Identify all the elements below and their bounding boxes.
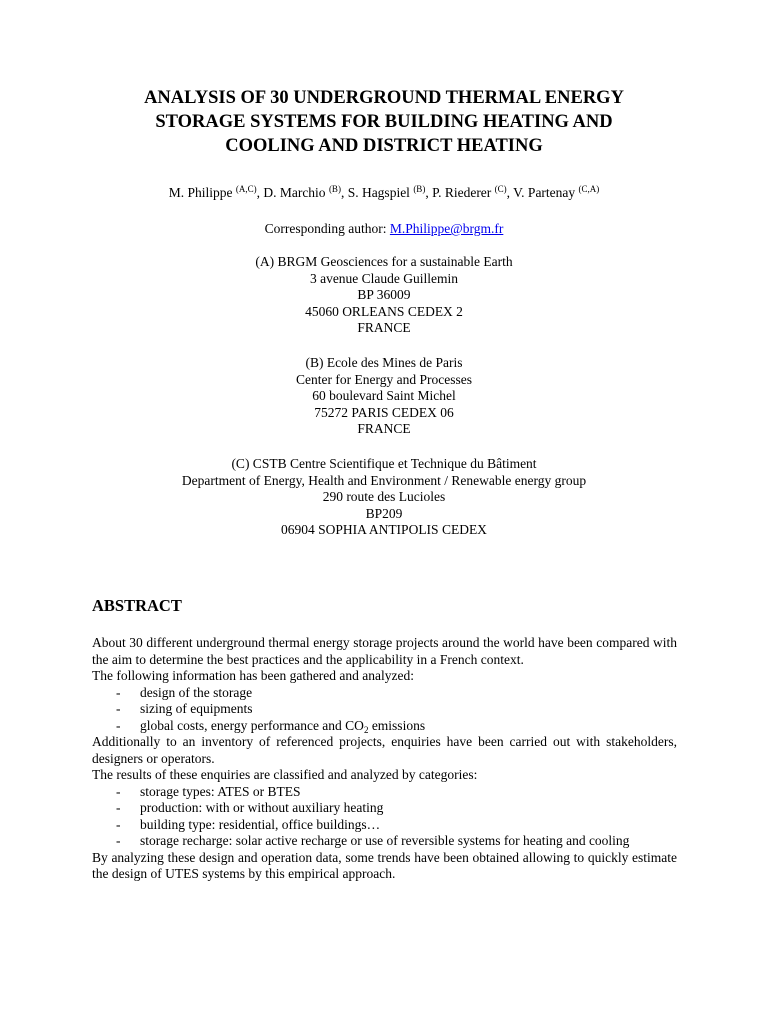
list-item-text: storage types: ATES or BTES xyxy=(140,783,301,799)
affiliation-line: FRANCE xyxy=(357,421,411,436)
list-dash: - xyxy=(116,833,121,848)
list-item-text: production: with or without auxiliary heating xyxy=(140,800,384,815)
list-item-text: emissions xyxy=(368,717,426,733)
abstract-heading: ABSTRACT xyxy=(92,596,182,615)
author-name: , P. Riederer xyxy=(425,185,492,200)
affiliation-line: 06904 SOPHIA ANTIPOLIS CEDEX xyxy=(281,522,487,537)
info-list xyxy=(92,685,677,735)
list-item xyxy=(92,800,677,817)
author-affiliation: (A,C) xyxy=(235,184,257,194)
affiliation-line: 75272 PARIS CEDEX 06 xyxy=(314,404,454,420)
affiliation-line: (C) CSTB Centre Scientifique et Technique du Bâtiment xyxy=(231,456,537,471)
corresponding-label: Corresponding author: xyxy=(264,221,390,236)
affiliation-line: (B) Ecole des Mines de Paris xyxy=(305,355,463,370)
affiliation-line: Department of Energy, Health and Environment / Renewable energy group xyxy=(181,472,587,488)
abstract-paragraph: The results of these enquiries are classified and analyzed by categories: xyxy=(92,767,478,782)
list-item xyxy=(92,817,677,834)
list-item xyxy=(92,784,677,801)
title-line: COOLING AND DISTRICT HEATING xyxy=(225,136,543,156)
category-list xyxy=(92,784,677,850)
abstract-paragraph: About 30 different underground thermal energy storage projects around the world have been compared with the aim to determine the best practices and the applicability in a French context. xyxy=(92,635,677,667)
list-item-text: design of the storage xyxy=(140,684,253,700)
list-item-text: sizing of equipments xyxy=(140,701,253,716)
affiliation-line: Center for Energy and Processes xyxy=(296,371,472,387)
affiliation-a xyxy=(60,254,708,337)
author-name: M. Philippe xyxy=(168,185,233,200)
list-dash: - xyxy=(116,783,121,799)
abstract-paragraph: The following information has been gathered and analyzed: xyxy=(92,668,415,683)
author-affiliation: (C) xyxy=(494,184,507,194)
subscript: 2 xyxy=(363,724,369,735)
author-name: , S. Hagspiel xyxy=(340,185,410,200)
affiliation-line: 45060 ORLEANS CEDEX 2 xyxy=(305,303,463,319)
paper-title xyxy=(90,86,678,158)
corresponding-author xyxy=(60,220,708,238)
list-item xyxy=(92,833,677,850)
affiliation-line: 60 boulevard Saint Michel xyxy=(312,388,456,403)
list-dash: - xyxy=(116,701,121,716)
title-line: STORAGE SYSTEMS FOR BUILDING HEATING AND xyxy=(155,112,613,132)
author-affiliation: (C,A) xyxy=(578,184,600,194)
list-item-text: building type: residential, office buildings… xyxy=(140,816,381,832)
author-name: , V. Partenay xyxy=(506,185,576,200)
affiliation-c xyxy=(60,456,708,539)
author-affiliation: (B) xyxy=(328,184,341,194)
author-name: , D. Marchio xyxy=(256,185,326,200)
affiliation-line: 3 avenue Claude Guillemin xyxy=(309,270,459,286)
affiliation-line: 290 route des Lucioles xyxy=(322,489,446,504)
affiliation-line: FRANCE xyxy=(357,320,411,335)
affiliation-line: BP209 xyxy=(365,505,403,521)
list-dash: - xyxy=(116,684,121,700)
email-link[interactable]: M.Philippe@brgm.fr xyxy=(389,221,504,236)
list-item-text: storage recharge: solar active recharge or use of reversible systems for heating and cooling xyxy=(140,833,630,848)
author-affiliation: (B) xyxy=(413,184,426,194)
list-item-text: global costs, energy performance and CO xyxy=(140,717,364,733)
affiliation-line: (A) BRGM Geosciences for a sustainable Earth xyxy=(255,254,513,269)
list-item xyxy=(92,701,677,718)
list-dash: - xyxy=(116,816,121,832)
author-list xyxy=(60,184,708,202)
list-dash: - xyxy=(116,717,121,733)
list-item xyxy=(92,718,677,735)
list-item xyxy=(92,685,677,702)
title-line: ANALYSIS OF 30 UNDERGROUND THERMAL ENERGY xyxy=(144,88,624,108)
affiliation-b xyxy=(60,355,708,438)
affiliation-line: BP 36009 xyxy=(357,287,411,302)
abstract-paragraph: Additionally to an inventory of referenced projects, enquiries have been carried out with stakeholders, designers or operators. xyxy=(92,734,677,766)
abstract-body xyxy=(92,635,677,883)
abstract-paragraph: By analyzing these design and operation data, some trends have been obtained allowing to quickly estimate the design of UTES systems by this empirical approach. xyxy=(92,849,677,881)
list-dash: - xyxy=(116,800,121,815)
